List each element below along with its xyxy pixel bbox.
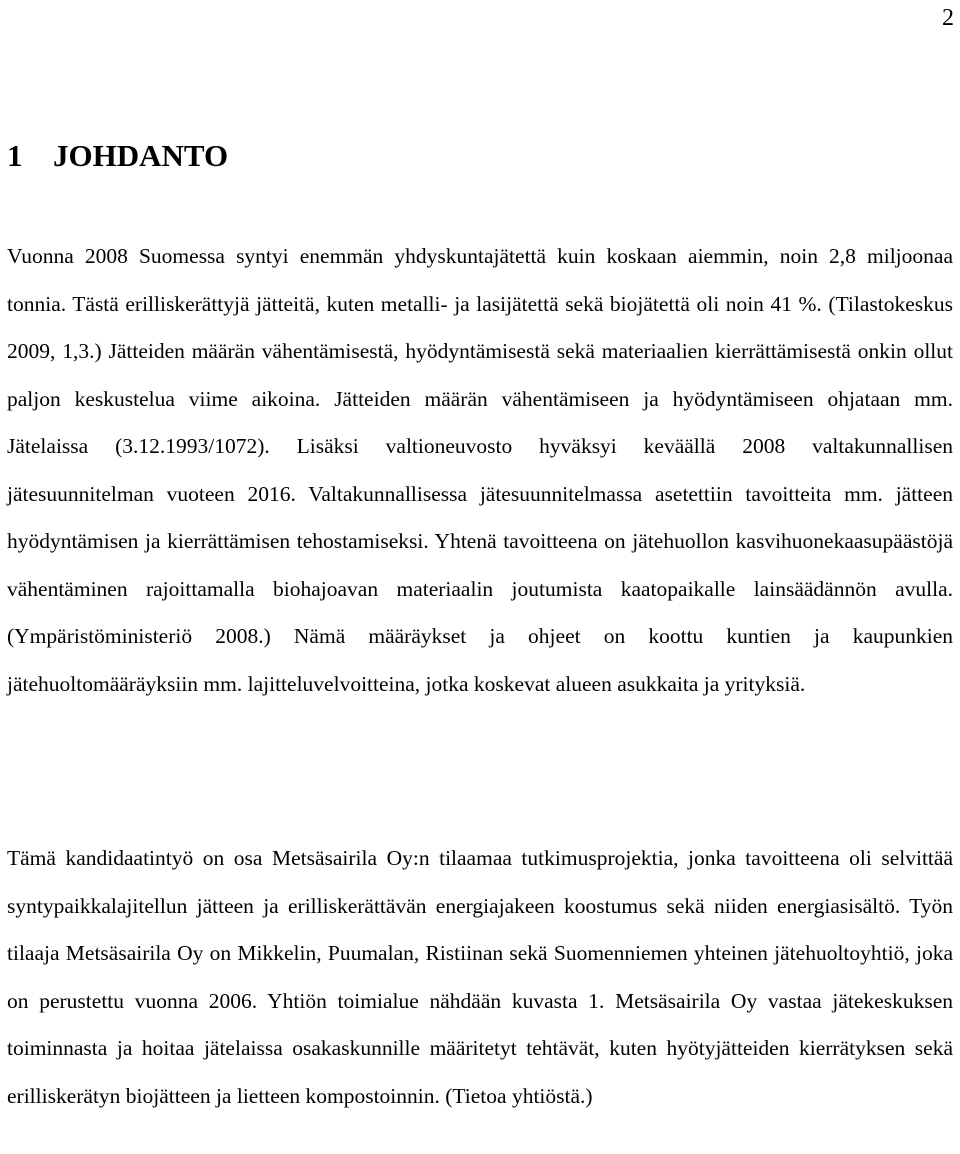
section-number: 1	[7, 138, 23, 173]
body-paragraph-2: Tämä kandidaatintyö on osa Metsäsairila Oy:n tilaamaa tutkimusprojektia, jonka tavoitteena oli selvittää syntypaikkalajitellun jätteen ja erilliskerättävän energiajakeen koostumus sekä niiden energiasisältö. Työn tilaaja Metsäsairila Oy on Mikkelin, Puumalan, Ristiinan sekä Suomenniemen yhteinen jätehuoltoyhtiö, joka on perustettu vuonna 2006. Yhtiön toimialue nähdään kuvasta 1. Metsäsairila Oy vastaa jätekeskuksen toiminnasta ja hoitaa jätelaissa osakaskunnille määritetyt tehtävät, kuten hyötyjätteiden kierrätyksen sekä erilliskerätyn biojätteen ja lietteen kompostoinnin. (Tietoa yhtiöstä.)	[7, 846, 953, 1108]
page-number: 2	[942, 5, 954, 31]
section-title: JOHDANTO	[53, 138, 229, 173]
body-paragraph-1: Vuonna 2008 Suomessa syntyi enemmän yhdyskuntajätettä kuin koskaan aiemmin, noin 2,8 miljoonaa tonnia. Tästä erilliskerättyjä jätteitä, kuten metalli- ja lasijätettä sekä biojätettä oli noin 41 %. (Tilastokeskus 2009, 1,3.) Jätteiden määrän vähentämisestä, hyödyntämisestä sekä materiaalien kierrättämisestä onkin ollut paljon keskustelua viime aikoina. Jätteiden määrän vähentämiseen ja hyödyntämiseen ohjataan mm. Jätelaissa (3.12.1993/1072). Lisäksi valtioneuvosto hyväksyi keväällä 2008 valtakunnallisen jätesuunnitelman vuoteen 2016. Valtakunnallisessa jätesuunnitelmassa asetettiin tavoitteita mm. jätteen hyödyntämisen ja kierrättämisen tehostamiseksi. Yhtenä tavoitteena on jätehuollon kasvihuonekaasupäästöjä vähentäminen rajoittamalla biohajoavan materiaalin joutumista kaatopaikalle lainsäädännön avulla. (Ympäristöministeriö 2008.) Nämä määräykset ja ohjeet on koottu kuntien ja kaupunkien jätehuoltomääräyksiin mm. lajitteluvelvoitteina, jotka koskevat alueen asukkaita ja yrityksiä.	[7, 244, 953, 696]
section-heading	[7, 136, 228, 176]
